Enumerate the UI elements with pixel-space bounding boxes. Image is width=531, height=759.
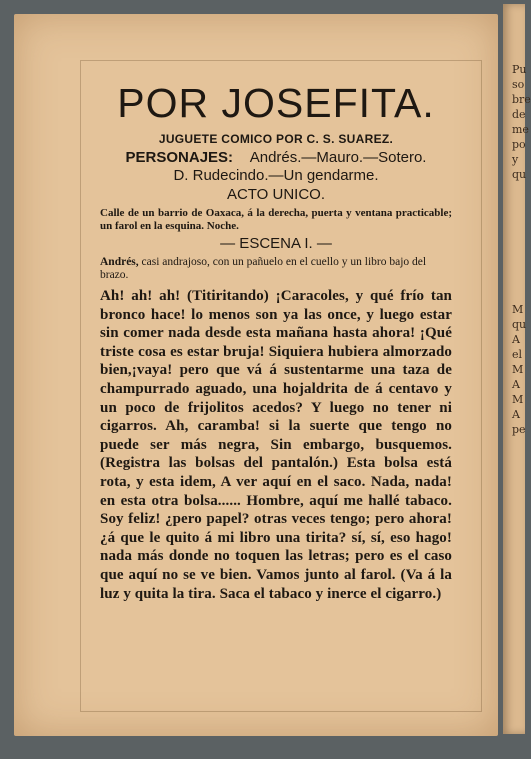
setting-description: Calle de un barrio de Oaxaca, á la derecha, puerta y ventana practicable; un farol en la esquina. Noche. xyxy=(100,207,452,232)
page-title: POR JOSEFITA. xyxy=(117,80,435,126)
edge-text-fragment: bre xyxy=(512,93,531,106)
edge-text-fragment: M xyxy=(512,393,524,406)
edge-text-fragment: el xyxy=(512,348,523,361)
scene-heading: — ESCENA I. — xyxy=(220,235,332,252)
act-heading: ACTO UNICO. xyxy=(226,186,326,203)
stage-character: Andrés, xyxy=(100,256,139,268)
stage-text: casi andrajoso, con un pañuelo en el cuello y un libro bajo del brazo. xyxy=(100,256,427,281)
dialogue xyxy=(100,287,452,603)
edge-text-fragment: so xyxy=(512,78,525,91)
edge-text-fragment: qu xyxy=(512,168,527,181)
edge-text-fragment: A xyxy=(512,333,520,346)
adjacent-page-edge xyxy=(503,4,531,734)
cast-line-1 xyxy=(100,149,452,167)
edge-text-fragment: M xyxy=(512,303,524,316)
cast-line-1-names: Andrés.—Mauro.—Sotero. xyxy=(249,149,427,166)
edge-text-fragment: A xyxy=(512,378,520,391)
edge-text-fragment: Pu xyxy=(512,63,527,76)
edge-text-fragment: me xyxy=(512,123,529,136)
cast-label: PERSONAJES: xyxy=(125,149,234,166)
play-subtitle: JUGUETE COMICO POR C. S. SUAREZ. xyxy=(158,132,394,146)
edge-text-fragment: M xyxy=(512,363,524,376)
edge-text-fragment: pe xyxy=(512,423,526,436)
edge-text-fragment: qu xyxy=(512,318,527,331)
page-content xyxy=(100,78,452,603)
edge-text-fragment: A xyxy=(512,408,520,421)
cast-list xyxy=(100,149,452,185)
cast-line-2: D. Rudecindo.—Un gendarme. xyxy=(173,167,379,184)
edge-text-fragment: po xyxy=(512,138,526,151)
edge-text-fragment: de xyxy=(512,108,526,121)
edge-text-fragment: y xyxy=(512,153,519,166)
dialogue-paragraph: Ah! ah! ah! (Titiritando) ¡Caracoles, y qué frío tan bronco hace! lo menos son ya las once, y luego estar sin comer nada desde esta mañana hasta ahora! ¡Qué triste cosa es estar bruja! Siquiera hubiera almorzado bien,¡vaya! pero que vá á sustentarme una taza de champurrado aguado, una hojaldrita de á centavo y un poco de frijolitos acedos? Y luego no tener ni cigarros. Ah, caramba! si la suerte que tengo no puede ser más negra, Sin embargo, busquemos. (Registra las bolsas del pantalón.) Esta bolsa está rota, y esta idem, A ver aquí en el saco. Nada, nada! en esta otra bolsa...... Hombre, aquí me hallé tabaco. Soy feliz! ¿pero papel? otras veces tengo; pero ahora! ¿á que le quito á mi libro una tirita? sí, sí, eso hago! nada más donde no toquen las letras; pero es el caso que aquí no se ve bien. Vamos junto al farol. (Va á la luz y quita la tira. Saca el tabaco y inerce el cigarro.) xyxy=(100,288,452,602)
stage-direction xyxy=(100,256,452,282)
